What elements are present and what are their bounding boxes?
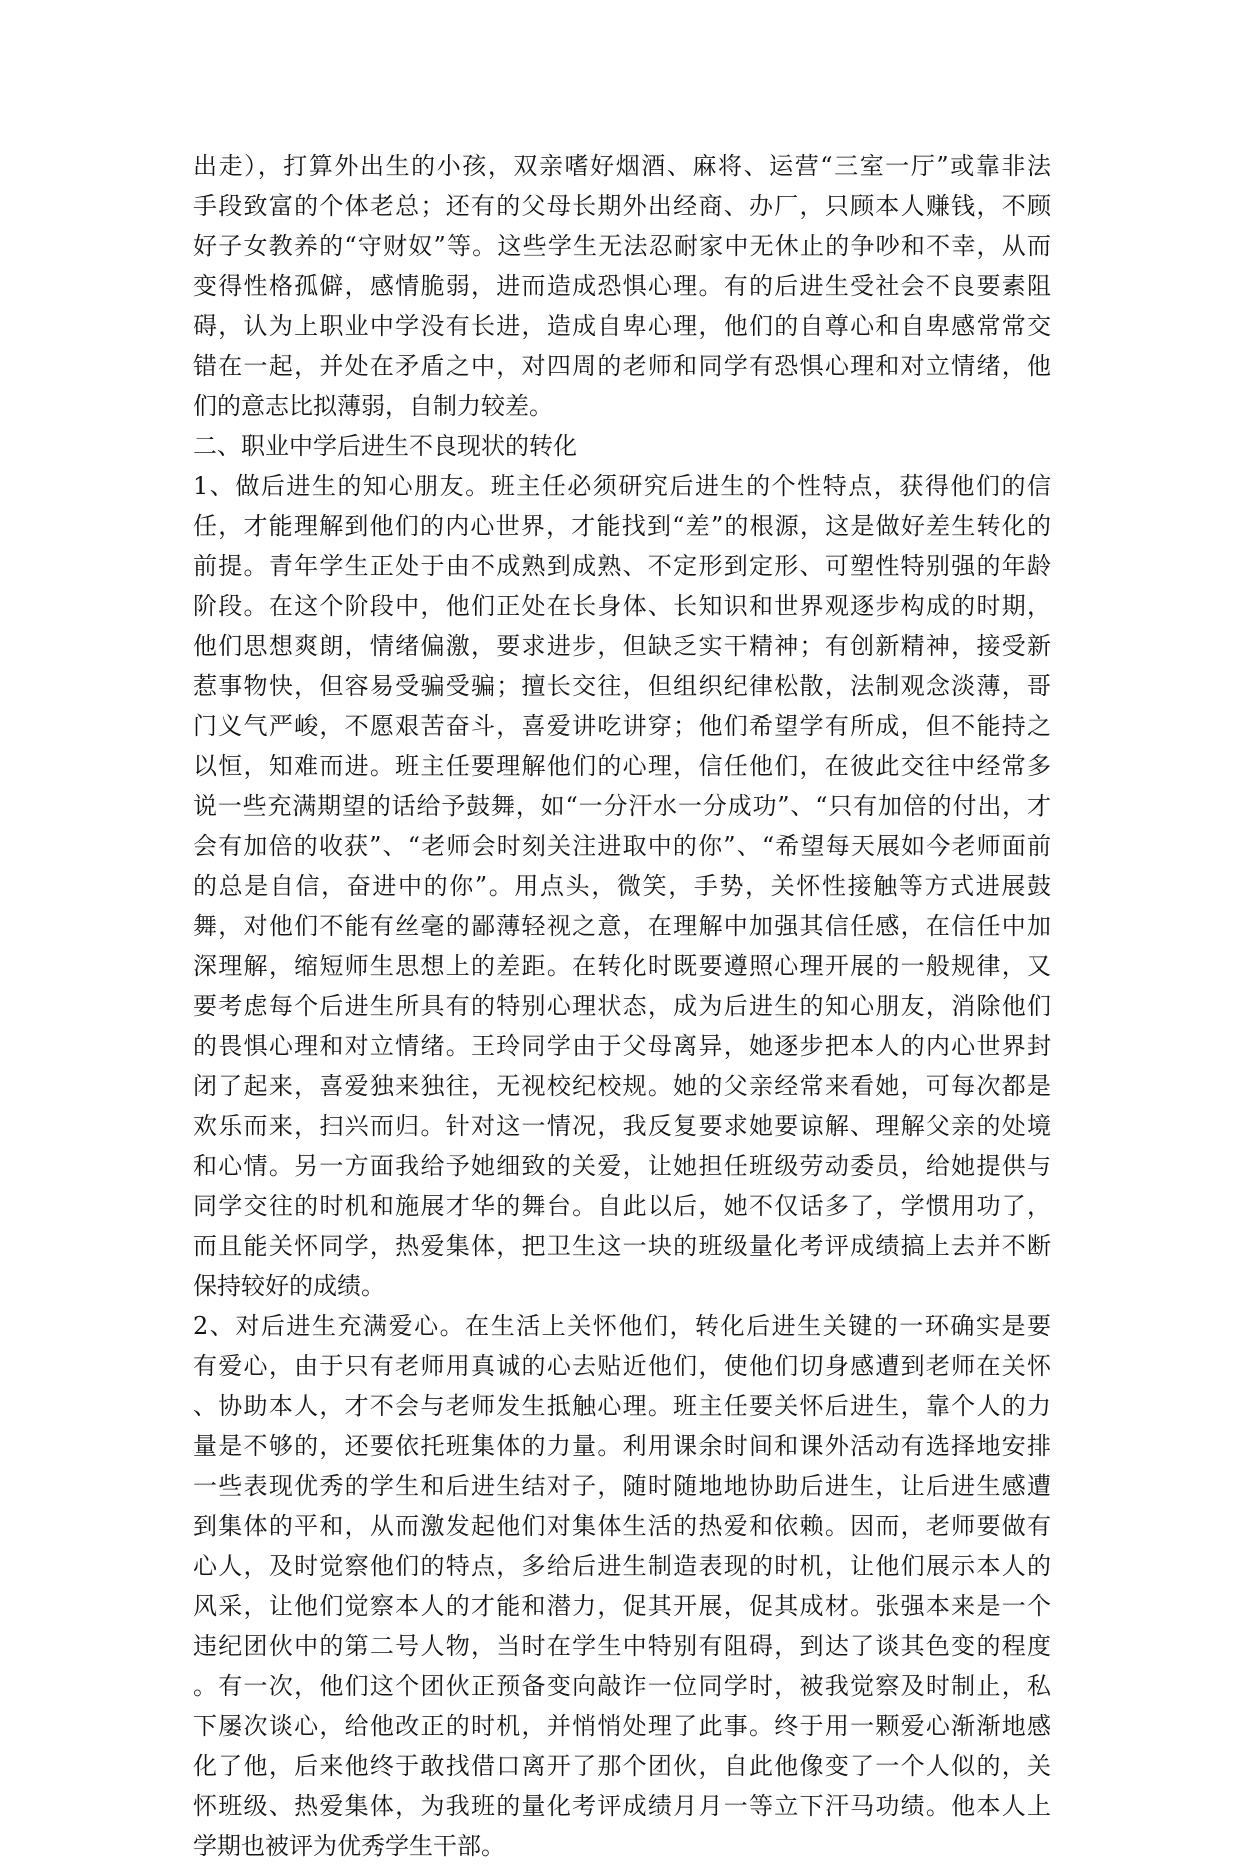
text-line: 惹事物快，但容易受骗受骗；擅长交往，但组织纪律松散，法制观念淡薄，哥: [193, 672, 1051, 700]
text-line: 以恒，知难而进。班主任要理解他们的心理，信任他们，在彼此交往中经常多: [193, 752, 1051, 780]
text-line: 、协助本人，才不会与老师发生抵触心理。班主任要关怀后进生，靠个人的力: [193, 1392, 1051, 1420]
text-line: 错在一起，并处在矛盾之中，对四周的老师和同学有恐惧心理和对立情绪，他: [193, 352, 1051, 380]
text-line: 学期也被评为优秀学生干部。: [193, 1832, 505, 1860]
text-line: 闭了起来，喜爱独来独往，无视校纪校规。她的父亲经常来看她，可每次都是: [193, 1072, 1051, 1100]
text-line: 要考虑每个后进生所具有的特别心理状态，成为后进生的知心朋友，消除他们: [193, 992, 1051, 1020]
text-line: 好子女教养的“守财奴”等。这些学生无法忍耐家中无休止的争吵和不幸，从而: [193, 232, 1051, 260]
text-line: 前提。青年学生正处于由不成熟到成熟、不定形到定形、可塑性特别强的年龄: [193, 552, 1051, 580]
text-line: 2、对后进生充满爱心。在生活上关怀他们，转化后进生关键的一环确实是要: [193, 1312, 1051, 1340]
text-line: 风采，让他们觉察本人的才能和潜力，促其开展，促其成材。张强本来是一个: [193, 1592, 1051, 1620]
text-line: 变得性格孤僻，感情脆弱，进而造成恐惧心理。有的后进生受社会不良要素阻: [193, 272, 1051, 300]
text-line: 的畏惧心理和对立情绪。王玲同学由于父母离异，她逐步把本人的内心世界封: [193, 1032, 1051, 1060]
text-line: 1、做后进生的知心朋友。班主任必须研究后进生的个性特点，获得他们的信: [193, 472, 1051, 500]
text-line: 怀班级、热爱集体，为我班的量化考评成绩月月一等立下汗马功绩。他本人上: [193, 1792, 1051, 1820]
text-line: 的总是自信，奋进中的你”。用点头，微笑，手势，关怀性接触等方式进展鼓: [193, 872, 1051, 900]
text-line: 任，才能理解到他们的内心世界，才能找到“差”的根源，这是做好差生转化的: [193, 512, 1051, 540]
text-line: 到集体的平和，从而激发起他们对集体生活的热爱和依赖。因而，老师要做有: [193, 1512, 1051, 1540]
text-line: 同学交往的时机和施展才华的舞台。自此以后，她不仅话多了，学惯用功了，: [193, 1192, 1051, 1220]
text-line: 碍，认为上职业中学没有长进，造成自卑心理，他们的自尊心和自卑感常常交: [193, 312, 1051, 340]
text-line: 有爱心，由于只有老师用真诚的心去贴近他们，使他们切身感遭到老师在关怀: [193, 1352, 1051, 1380]
text-line: 门义气严峻，不愿艰苦奋斗，喜爱讲吃讲穿；他们希望学有所成，但不能持之: [193, 712, 1051, 740]
document-body: [193, 146, 1051, 1866]
text-line: 一些表现优秀的学生和后进生结对子，随时随地地协助后进生，让后进生感遭: [193, 1472, 1051, 1500]
text-line: 心人，及时觉察他们的特点，多给后进生制造表现的时机，让他们展示本人的: [193, 1552, 1051, 1580]
text-line: 二、职业中学后进生不良现状的转化: [193, 432, 577, 460]
text-line: 舞，对他们不能有丝毫的鄙薄轻视之意，在理解中加强其信任感，在信任中加: [193, 912, 1051, 940]
text-line: 保持较好的成绩。: [193, 1272, 385, 1300]
text-line: 违纪团伙中的第二号人物，当时在学生中特别有阻碍，到达了谈其色变的程度: [193, 1632, 1051, 1660]
text-line: 说一些充满期望的话给予鼓舞，如“一分汗水一分成功”、“只有加倍的付出，才: [193, 792, 1051, 820]
text-line: 。有一次，他们这个团伙正预备变向敲诈一位同学时，被我觉察及时制止，私: [193, 1672, 1051, 1700]
text-line: 他们思想爽朗，情绪偏激，要求进步，但缺乏实干精神；有创新精神，接受新: [193, 632, 1051, 660]
text-line: 阶段。在这个阶段中，他们正处在长身体、长知识和世界观逐步构成的时期，: [193, 592, 1051, 620]
text-line: 出走），打算外出生的小孩，双亲嗜好烟酒、麻将、运营“三室一厅”或靠非法: [193, 152, 1051, 180]
text-line: 欢乐而来，扫兴而归。针对这一情况，我反复要求她要谅解、理解父亲的处境: [193, 1112, 1051, 1140]
text-line: 化了他，后来他终于敢找借口离开了那个团伙，自此他像变了一个人似的，关: [193, 1752, 1051, 1780]
text-line: 手段致富的个体老总；还有的父母长期外出经商、办厂，只顾本人赚钱，不顾: [193, 192, 1051, 220]
text-line: 深理解，缩短师生思想上的差距。在转化时既要遵照心理开展的一般规律，又: [193, 952, 1051, 980]
text-line: 而且能关怀同学，热爱集体，把卫生这一块的班级量化考评成绩搞上去并不断: [193, 1232, 1051, 1260]
text-line: 会有加倍的收获”、“老师会时刻关注进取中的你”、“希望每天展如今老师面前: [193, 832, 1051, 860]
text-line: 量是不够的，还要依托班集体的力量。利用课余时间和课外活动有选择地安排: [193, 1432, 1051, 1460]
text-line: 和心情。另一方面我给予她细致的关爱，让她担任班级劳动委员，给她提供与: [193, 1152, 1051, 1180]
text-line: 下屡次谈心，给他改正的时机，并悄悄处理了此事。终于用一颗爱心渐渐地感: [193, 1712, 1051, 1740]
text-line: 们的意志比拟薄弱，自制力较差。: [193, 392, 553, 420]
